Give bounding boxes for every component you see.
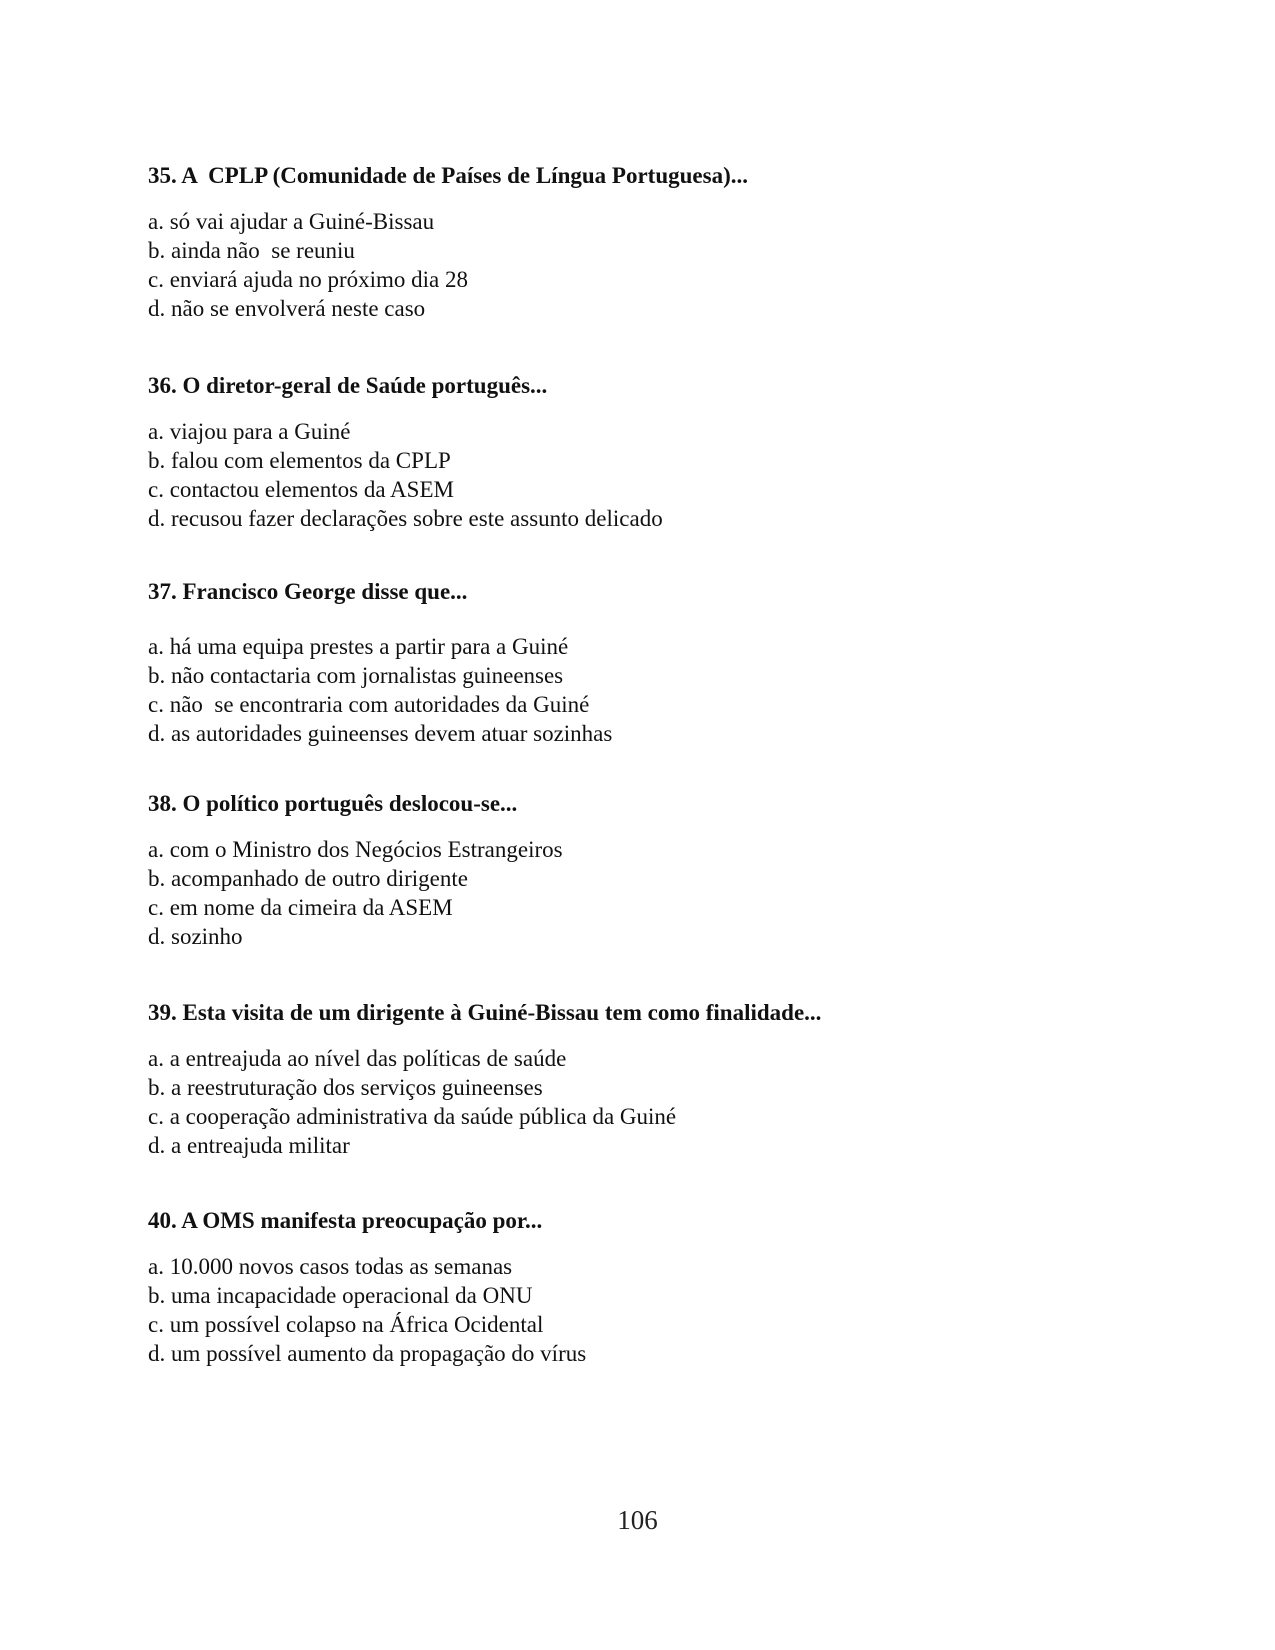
question-39: [148, 999, 1148, 1160]
option-c: c. a cooperação administrativa da saúde pública da Guiné: [148, 1104, 677, 1129]
option-a: a. só vai ajudar a Guiné-Bissau: [148, 209, 435, 234]
question-title: 35. A CPLP (Comunidade de Países de Língua Portuguesa)...: [148, 163, 748, 188]
page-number: 106: [617, 1505, 658, 1535]
option-a: a. a entreajuda ao nível das políticas de saúde: [148, 1046, 567, 1071]
option-c: c. enviará ajuda no próximo dia 28: [148, 267, 468, 292]
answer-options: [148, 1044, 1148, 1160]
question-title: 40. A OMS manifesta preocupação por...: [148, 1208, 543, 1233]
answer-options: [148, 207, 1148, 323]
question-title: 36. O diretor-geral de Saúde português...: [148, 373, 548, 398]
answer-options: [148, 835, 1148, 951]
option-c: c. contactou elementos da ASEM: [148, 477, 454, 502]
option-b: b. uma incapacidade operacional da ONU: [148, 1283, 533, 1308]
option-b: b. falou com elementos da CPLP: [148, 448, 451, 473]
answer-options: [148, 632, 1148, 748]
option-c: c. não se encontraria com autoridades da Guiné: [148, 692, 590, 717]
option-d: d. a entreajuda militar: [148, 1133, 350, 1158]
option-d: d. as autoridades guineenses devem atuar sozinhas: [148, 721, 613, 746]
option-a: a. há uma equipa prestes a partir para a Guiné: [148, 634, 569, 659]
option-d: d. não se envolverá neste caso: [148, 296, 426, 321]
option-a: a. com o Ministro dos Negócios Estrangeiros: [148, 837, 563, 862]
option-b: b. ainda não se reuniu: [148, 238, 355, 263]
option-c: c. em nome da cimeira da ASEM: [148, 895, 453, 920]
question-title: 37. Francisco George disse que...: [148, 579, 468, 604]
question-37: [148, 578, 1148, 748]
option-b: b. acompanhado de outro dirigente: [148, 866, 468, 891]
option-d: d. sozinho: [148, 924, 243, 949]
question-35: [148, 162, 1148, 323]
question-38: [148, 790, 1148, 951]
option-a: a. 10.000 novos casos todas as semanas: [148, 1254, 513, 1279]
question-title: 38. O político português deslocou-se...: [148, 791, 518, 816]
answer-options: [148, 1252, 1148, 1368]
question-36: [148, 372, 1148, 533]
option-c: c. um possível colapso na África Ocidental: [148, 1312, 544, 1337]
option-a: a. viajou para a Guiné: [148, 419, 351, 444]
answer-options: [148, 417, 1148, 533]
option-d: d. recusou fazer declarações sobre este assunto delicado: [148, 506, 663, 531]
option-d: d. um possível aumento da propagação do vírus: [148, 1341, 587, 1366]
option-b: b. não contactaria com jornalistas guineenses: [148, 663, 564, 688]
question-title: 39. Esta visita de um dirigente à Guiné-Bissau tem como finalidade...: [148, 1000, 822, 1025]
option-b: b. a reestruturação dos serviços guineenses: [148, 1075, 543, 1100]
question-40: [148, 1207, 1148, 1368]
